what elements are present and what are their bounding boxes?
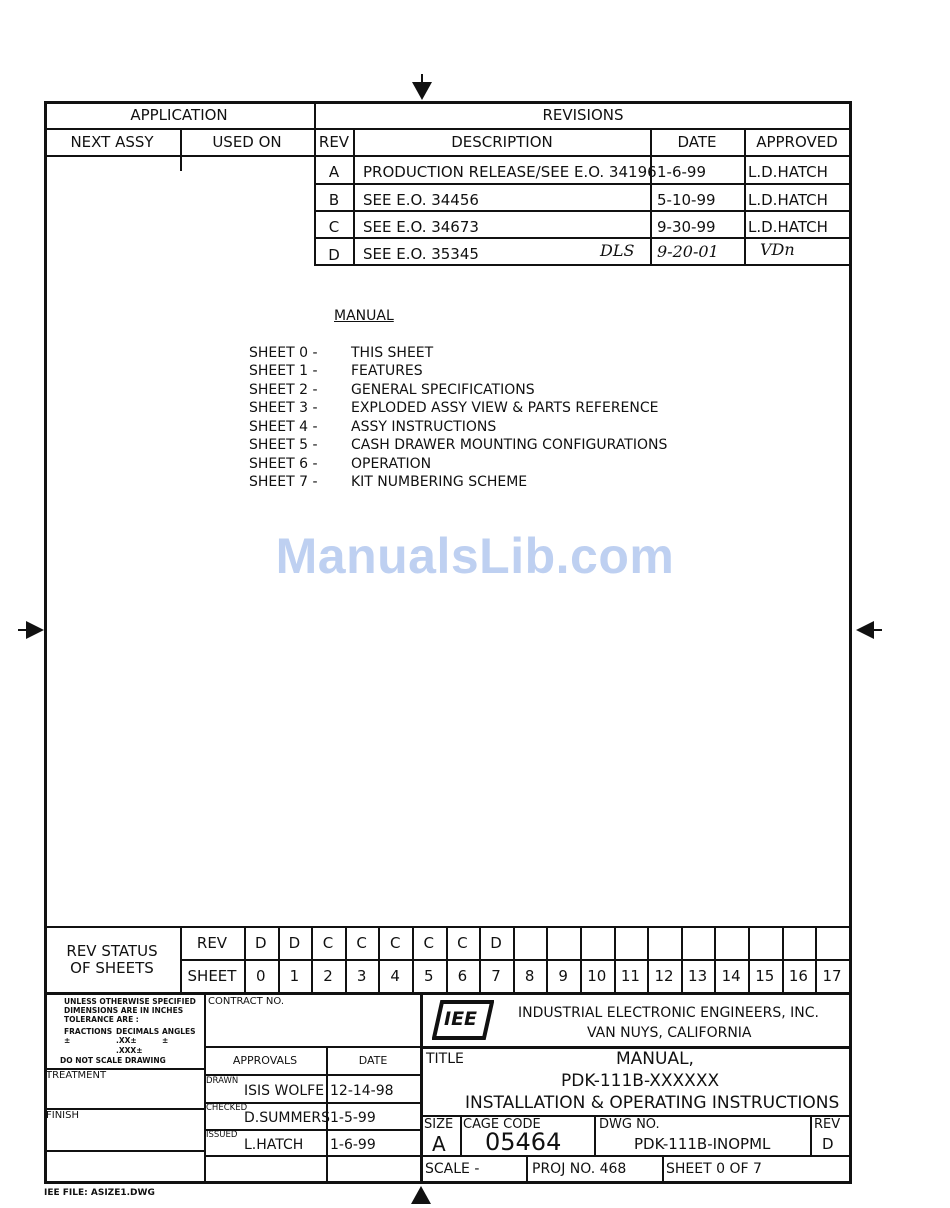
drawn-date: 12-14-98: [330, 1083, 394, 1099]
revision-date: 1-6-99: [657, 163, 706, 181]
sheet-text: OPERATION: [351, 456, 432, 472]
rev-status-sheet-cell: 0: [256, 967, 266, 985]
approvals-header: APPROVALS: [232, 1054, 298, 1067]
revision-approved: L.D.HATCH: [748, 191, 828, 209]
issued-label: ISSUED: [206, 1130, 238, 1140]
sheet-text: THIS SHEET: [351, 345, 434, 361]
revisions-header: REVISIONS: [542, 106, 624, 124]
rev-status-sheet-cell: 14: [721, 967, 741, 985]
title-line-3: INSTALLATION & OPERATING INSTRUCTIONS: [465, 1093, 840, 1113]
rev-status-rev-cell: D: [288, 934, 301, 952]
rev-status-sheet-cell: 11: [620, 967, 640, 985]
sheet-label: SHEET 6 -: [249, 456, 318, 472]
drawn-label: DRAWN: [206, 1076, 239, 1086]
cage-code-value: 05464: [485, 1128, 562, 1156]
dwg-no-label: DWG NO.: [599, 1117, 660, 1132]
issued-name: L.HATCH: [244, 1137, 304, 1153]
application-header: APPLICATION: [130, 106, 228, 124]
rev-status-sheet-cell: 4: [390, 967, 400, 985]
rev-status-sheet-cell: 6: [457, 967, 468, 985]
tolerance-line: UNLESS OTHERWISE SPECIFIED: [64, 997, 196, 1006]
revision-rev: C: [328, 218, 340, 236]
rev-status-sheet-cell: 10: [587, 967, 607, 985]
rev-label: REV: [814, 1117, 841, 1132]
date-col-header: DATE: [677, 133, 717, 151]
fractions-pm: ±: [64, 1036, 71, 1045]
revision-date: 5-10-99: [657, 191, 716, 209]
manual-heading: MANUAL: [334, 308, 394, 324]
sheet-text: ASSY INSTRUCTIONS: [351, 419, 497, 435]
rev-row-label: REV: [196, 934, 228, 952]
rev-status-sheet-cell: 17: [822, 967, 842, 985]
rev-status-rev-cell: D: [255, 934, 267, 952]
watermark: ManualsLib.com: [275, 528, 675, 584]
rev-status-sheet-cell: 16: [788, 967, 808, 985]
rev-grid-divider: [849, 926, 851, 992]
rev-status-subtitle: OF SHEETS: [70, 959, 154, 977]
sheet-text: EXPLODED ASSY VIEW & PARTS REFERENCE: [351, 400, 659, 416]
rev-status-sheet-cell: 8: [524, 967, 535, 985]
revision-approved: L.D.HATCH: [748, 163, 828, 181]
revision-description: PRODUCTION RELEASE/SEE E.O. 34196: [363, 163, 657, 181]
no-scale-note: DO NOT SCALE DRAWING: [60, 1056, 166, 1065]
rev-status-rev-cell: C: [423, 934, 435, 952]
approvals-date-header: DATE: [358, 1054, 388, 1067]
top-center-arrow-stem: [421, 74, 423, 84]
top-center-arrow-icon: [412, 82, 432, 100]
left-arrow-icon: [26, 621, 44, 639]
title-line-1: MANUAL,: [616, 1049, 694, 1069]
title-label: TITLE: [426, 1051, 464, 1067]
sheet-text: FEATURES: [351, 363, 423, 379]
rev-value: D: [822, 1135, 834, 1153]
rev-status-rev-cell: C: [457, 934, 468, 952]
company-name: INDUSTRIAL ELECTRONIC ENGINEERS, INC.: [518, 1005, 819, 1021]
rev-status-sheet-cell: 13: [688, 967, 708, 985]
sheet-of-field: SHEET 0 OF 7: [666, 1161, 762, 1177]
sheet-text: KIT NUMBERING SCHEME: [351, 474, 528, 490]
approved-signature: VDn: [760, 240, 795, 259]
rev-status-sheet-cell: 2: [323, 967, 333, 985]
decimals-xxx: .XXX±: [116, 1046, 143, 1055]
proj-no-field: PROJ NO. 468: [532, 1161, 627, 1177]
right-arrow-stem: [872, 629, 882, 631]
sheet-label: SHEET 3 -: [249, 400, 318, 416]
treatment-label: TREATMENT: [46, 1070, 107, 1081]
rev-status-sheet-cell: 5: [424, 967, 434, 985]
description-col-header: DESCRIPTION: [451, 133, 553, 151]
left-arrow-stem: [18, 629, 28, 631]
checked-name: D.SUMMERS: [244, 1110, 330, 1126]
rev-status-sheet-cell: 15: [755, 967, 775, 985]
title-line-2: PDK-111B-XXXXXX: [561, 1071, 720, 1091]
angles-pm: ±: [162, 1036, 169, 1045]
company-location: VAN NUYS, CALIFORNIA: [587, 1025, 752, 1041]
sheet-text: CASH DRAWER MOUNTING CONFIGURATIONS: [351, 437, 668, 453]
tolerance-line: TOLERANCE ARE :: [64, 1015, 139, 1024]
rev-status-title: REV STATUS: [66, 942, 158, 960]
finish-label: FINISH: [46, 1110, 79, 1121]
rev-status-sheet-cell: 12: [654, 967, 674, 985]
tolerance-line: DIMENSIONS ARE IN INCHES: [64, 1006, 184, 1015]
size-label: SIZE: [424, 1117, 454, 1132]
revision-description: SEE E.O. 34673: [363, 218, 479, 236]
bottom-center-arrow-icon: [411, 1186, 431, 1204]
sheet-label: SHEET 7 -: [249, 474, 318, 490]
issued-date: 1-6-99: [330, 1137, 376, 1153]
scale-field: SCALE -: [425, 1161, 480, 1177]
approved-col-header: APPROVED: [756, 133, 838, 151]
decimals-label: DECIMALS: [116, 1027, 160, 1036]
rev-status-sheet-cell: 7: [491, 967, 501, 985]
used-on-label: USED ON: [212, 133, 282, 151]
iee-logo: [432, 1000, 494, 1040]
sheet-text: GENERAL SPECIFICATIONS: [351, 382, 535, 398]
checked-date: 1-5-99: [330, 1110, 376, 1126]
rev-status-rev-cell: C: [356, 934, 367, 952]
checked-label: CHECKED: [206, 1103, 248, 1113]
size-value: A: [432, 1132, 446, 1156]
drawn-name: ISIS WOLFE: [244, 1083, 325, 1099]
sheet-label: SHEET 1 -: [249, 363, 318, 379]
contract-no-label: CONTRACT NO.: [208, 996, 285, 1007]
sheet-row-label: SHEET: [187, 967, 237, 985]
revision-rev: B: [328, 191, 340, 209]
dwg-no-value: PDK-111B-INOPML: [634, 1135, 771, 1153]
rev-status-sheet-cell: 1: [289, 967, 300, 985]
logo-text: IEE: [444, 1008, 478, 1030]
revision-date: 9-30-99: [657, 218, 716, 236]
revision-rev: D: [328, 246, 340, 264]
revision-rev: A: [328, 163, 340, 181]
sheet-label: SHEET 4 -: [249, 419, 318, 435]
rev-col-header: REV: [318, 133, 350, 151]
file-name: IEE FILE: ASIZE1.DWG: [44, 1188, 155, 1198]
next-assy-label: NEXT ASSY: [70, 133, 154, 151]
rev-status-rev-cell: C: [389, 934, 401, 952]
angles-label: ANGLES: [162, 1027, 196, 1036]
sheet-label: SHEET 5 -: [249, 437, 318, 453]
rev-status-rev-cell: C: [322, 934, 334, 952]
rev-status-rev-cell: D: [490, 934, 502, 952]
revision-approved: L.D.HATCH: [748, 218, 828, 236]
decimals-xx: .XX±: [116, 1036, 137, 1045]
sheet-label: SHEET 2 -: [249, 382, 318, 398]
rev-status-sheet-cell: 9: [558, 967, 568, 985]
rev-status-sheet-cell: 3: [356, 967, 367, 985]
revision-description: SEE E.O. 34456: [363, 191, 479, 209]
fractions-label: FRACTIONS: [64, 1027, 113, 1036]
cage-code-label: CAGE CODE: [463, 1117, 541, 1132]
sheet-label: SHEET 0 -: [249, 345, 318, 361]
revision-date-handwritten: 9-20-01: [657, 242, 719, 261]
handwritten-initials: DLS: [600, 241, 635, 260]
revision-description: SEE E.O. 35345: [363, 245, 479, 263]
